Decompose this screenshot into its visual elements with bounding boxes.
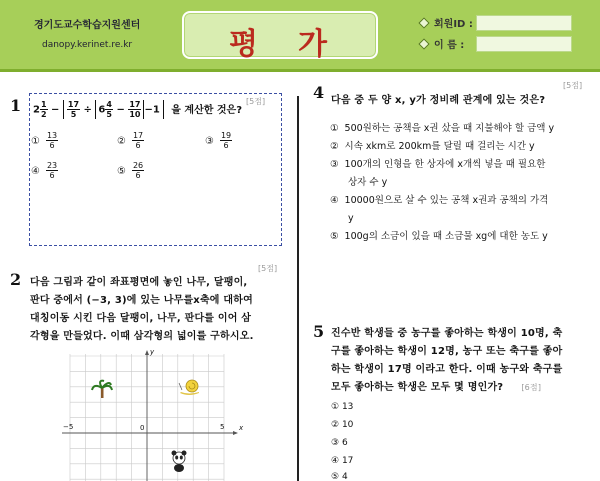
q5-option-4[interactable]: ④ 17 — [331, 456, 354, 466]
coordinate-plane-svg — [62, 346, 247, 481]
q1-abs-inner: 6 $\frac{4}{5}$ − $\frac{17}{10}$ — [95, 100, 144, 119]
center-name: 경기도교수학습지원센터 — [34, 20, 141, 31]
q5-line: 하는 학생이 17명 이라고 한다. 이때 농구와 축구를 — [331, 364, 563, 375]
q1-option-2[interactable]: ② $\frac{17}{6}$ — [117, 131, 144, 150]
header-banner — [0, 0, 600, 72]
q4-number: 4 — [313, 83, 325, 102]
q4-option-3-cont: 상자 수 y — [348, 177, 388, 188]
q4-points: [5점] — [563, 81, 583, 90]
q5-points: [6점] — [521, 383, 542, 392]
q2-line: 다음 그림과 같이 좌표평면에 놓인 나무, 달팽이, — [30, 277, 248, 288]
q1-frac2: $\frac{17}{5}$ — [67, 100, 80, 119]
q2-number: 2 — [10, 270, 22, 289]
q1-number: 1 — [10, 96, 22, 115]
y-axis-label: y — [150, 348, 155, 356]
q1-option-5[interactable]: ⑤ $\frac{26}{6}$ — [117, 161, 144, 180]
q1-frac4: $\frac{17}{10}$ — [129, 100, 141, 119]
q5-line: 모두 좋아하는 학생은 모두 몇 명인가? — [331, 382, 504, 393]
palm-tree-icon — [92, 381, 112, 398]
diamond-bullet-icon — [418, 38, 429, 49]
q2-line: 판다 중에서 (−3, 3)에 있는 나무를x축에 대하여 — [30, 295, 253, 306]
q1-div: ÷ — [83, 104, 92, 116]
q2-line: 각형을 만들었다. 이때 삼각형의 넓이를 구하시오. — [30, 331, 254, 342]
coordinate-plane — [62, 346, 247, 481]
q5-number: 5 — [313, 322, 325, 341]
member-id-row — [420, 15, 482, 33]
q2-line: 대칭이동 시킨 다음 달팽이, 나무, 판다를 이어 삼 — [30, 313, 252, 324]
member-id-label: 회원ID : — [434, 19, 473, 30]
q4-option-4[interactable]: ④ 10000원으로 살 수 있는 공책 x권과 공책의 가격 — [330, 195, 549, 206]
q5-option-2[interactable]: ② 10 — [331, 420, 354, 430]
snail-icon — [179, 380, 199, 395]
title-box — [182, 11, 378, 62]
q1-option-1[interactable]: ① $\frac{13}{6}$ — [31, 131, 58, 150]
q1-option-3[interactable]: ③ $\frac{19}{6}$ — [205, 131, 232, 150]
q5-text — [331, 325, 593, 397]
q4-text: 다음 중 두 양 x, y가 정비례 관계에 있는 것은? — [331, 95, 546, 106]
x-axis-label: x — [239, 424, 244, 432]
x-max-label: 5 — [220, 423, 225, 431]
q1-w1: 2 — [33, 104, 40, 116]
q1-points: [5점] — [246, 97, 266, 106]
x-axis-arrow-icon — [233, 431, 238, 435]
q1-expression — [33, 100, 242, 119]
page-title: 평가 — [229, 27, 367, 62]
q2-points: [5점] — [258, 264, 278, 273]
panda-icon — [172, 451, 187, 473]
q4-option-5[interactable]: ⑤ 100g의 소금이 있을 때 소금물 xg에 대한 농도 y — [330, 231, 548, 242]
origin-label: 0 — [140, 424, 145, 432]
q4-option-3[interactable]: ③ 100개의 인형을 한 상자에 x개씩 넣을 때 필요한 — [330, 159, 546, 170]
q1-frac3: $\frac{4}{5}$ — [106, 100, 112, 119]
q4-option-1[interactable]: ① 500원하는 공책을 x권 샀을 때 지불해야 할 금액 y — [330, 123, 555, 134]
center-url[interactable]: danopy.kerinet.re.kr — [42, 40, 133, 50]
column-divider — [297, 96, 299, 481]
q4-option-2[interactable]: ② 시속 xkm로 200km를 달릴 때 걸리는 시간 y — [330, 141, 535, 152]
q1-text: 을 계산한 것은? — [171, 104, 243, 116]
x-min-label: −5 — [63, 423, 74, 431]
name-input[interactable] — [476, 36, 572, 52]
name-label: 이 름 : — [434, 40, 465, 51]
q1-option-4[interactable]: ④ $\frac{23}{6}$ — [31, 161, 58, 180]
q5-option-1[interactable]: ① 13 — [331, 402, 354, 412]
name-row — [420, 36, 482, 54]
q4-option-4-cont: y — [348, 213, 354, 224]
q5-line: 진수반 학생들 중 농구를 좋아하는 학생이 10명, 축 — [331, 328, 563, 339]
q1-frac1: $\frac{1}{2}$ — [40, 100, 47, 119]
member-id-input[interactable] — [476, 15, 572, 31]
q2-text — [30, 274, 292, 346]
q1-abs: $\frac{17}{5}$ ÷ 6 $\frac{4}{5}$ − $\frac{17}{10}$ −1 — [63, 100, 164, 119]
q1-minus: − — [51, 104, 60, 116]
q5-option-5[interactable]: ⑤ 4 — [331, 472, 348, 481]
q5-line: 구를 좋아하는 학생이 12명, 농구 또는 축구를 좋아 — [331, 346, 563, 357]
q5-option-3[interactable]: ③ 6 — [331, 438, 348, 448]
y-axis-arrow-icon — [145, 350, 149, 355]
diamond-bullet-icon — [418, 17, 429, 28]
